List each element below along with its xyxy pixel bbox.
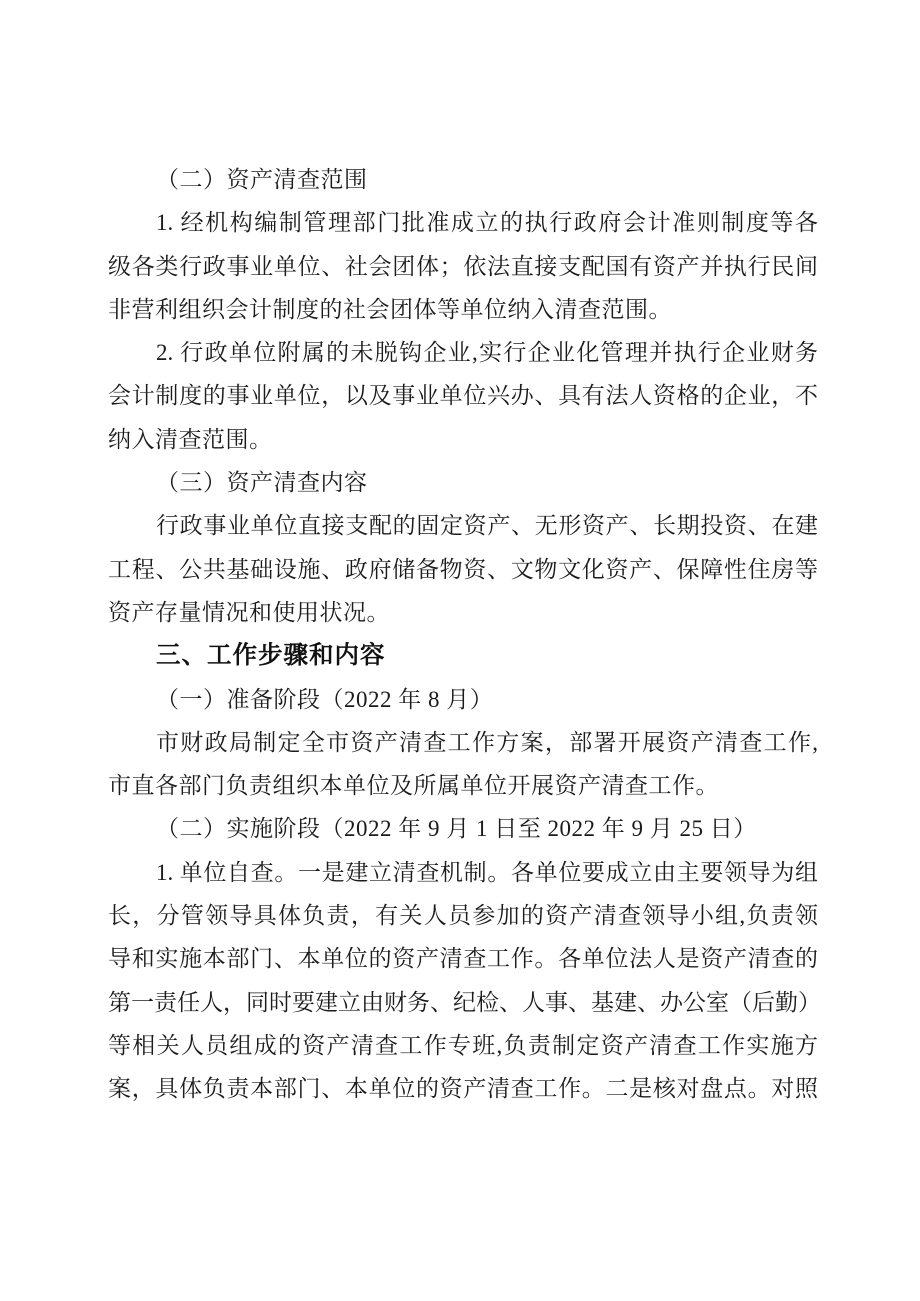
subsection-heading: （二）实施阶段（2022 年 9 月 1 日至 2022 年 9 月 25 日） (156, 816, 757, 842)
body-line: 案，具体负责本部门、本单位的资产清查工作。二是核对盘点。对照 (108, 1076, 818, 1102)
body-line: 长，分管领导具体负责，有关人员参加的资产清查领导小组,负责领 (108, 903, 818, 929)
body-line: 资产存量情况和使用状况。 (108, 599, 390, 625)
body-line: 市直各部门负责组织本单位及所属单位开展资产清查工作。 (108, 773, 719, 799)
subsection-heading: （二）资产清查范围 (156, 167, 368, 192)
body-line: 市财政局制定全市资产清查工作方案，部署开展资产清查工作, (156, 729, 818, 755)
body-line: 工程、公共基础设施、政府储备物资、文物文化资产、保障性住房等 (108, 556, 818, 582)
subsection-heading: （一）准备阶段（2022 年 8 月） (156, 686, 494, 712)
body-line: 2. 行政单位附属的未脱钩企业,实行企业化管理并执行企业财务 (156, 340, 818, 366)
section-heading: 三、工作步骤和内容 (156, 642, 386, 670)
body-line: 会计制度的事业单位，以及事业单位兴办、具有法人资格的企业，不 (108, 383, 818, 409)
body-line: 非营利组织会计制度的社会团体等单位纳入清查范围。 (108, 296, 672, 322)
body-line: 级各类行政事业单位、社会团体；依法直接支配国有资产并执行民间 (108, 253, 818, 279)
body-line: 1. 经机构编制管理部门批准成立的执行政府会计准则制度等各 (156, 210, 818, 236)
body-line: 行政事业单位直接支配的固定资产、无形资产、长期投资、在建 (156, 513, 818, 539)
body-line: 1. 单位自查。一是建立清查机制。各单位要成立由主要领导为组 (156, 859, 818, 885)
body-line: 第一责任人，同时要建立由财务、纪检、人事、基建、办公室（后勤） (108, 989, 821, 1015)
document-body (108, 158, 821, 1111)
subsection-heading: （三）资产清查内容 (156, 470, 368, 496)
body-line: 纳入清查范围。 (108, 426, 273, 452)
body-line: 导和实施本部门、本单位的资产清查工作。各单位法人是资产清查的 (108, 946, 818, 972)
body-line: 等相关人员组成的资产清查工作专班,负责制定资产清查工作实施方 (108, 1032, 818, 1058)
